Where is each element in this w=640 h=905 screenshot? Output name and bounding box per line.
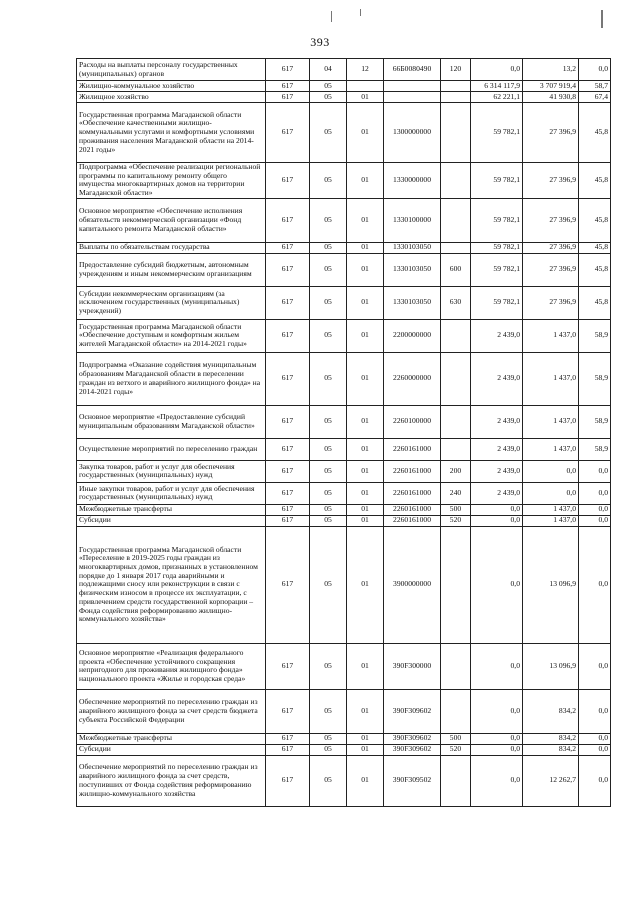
cell-article: 2260161000 <box>384 504 441 515</box>
cell-article <box>384 92 441 103</box>
cell-name: Предоставление субсидий бюджетным, автономным учреждениям и иным некоммерческим организациям <box>77 253 266 286</box>
cell-name: Основное мероприятие «Обеспечение исполнения обязательств некоммерческой организации «Фонд капитального ремонта Магаданской области» <box>77 198 266 242</box>
cell-executed: 27 396,9 <box>523 198 579 242</box>
cell-ministry: 617 <box>266 352 310 405</box>
table-row <box>77 744 611 755</box>
table-row <box>77 92 611 103</box>
cell-ministry: 617 <box>266 460 310 482</box>
cell-subsection: 12 <box>347 59 384 81</box>
cell-plan: 0,0 <box>471 744 523 755</box>
cell-plan: 0,0 <box>471 515 523 526</box>
cell-article: 2260100000 <box>384 405 441 438</box>
cell-section: 05 <box>310 319 347 352</box>
cell-plan: 2 439,0 <box>471 482 523 504</box>
cell-name: Подпрограмма «Оказание содействия муниципальным образованиям Магаданской области в переселении граждан из ветхого и аварийного жилищного фонда» на 2014-2021 годы» <box>77 352 266 405</box>
table-row <box>77 242 611 253</box>
cell-percent: 0,0 <box>579 460 611 482</box>
cell-executed: 27 396,9 <box>523 163 579 199</box>
cell-expense-type: 120 <box>441 59 471 81</box>
cell-ministry: 617 <box>266 643 310 689</box>
cell-subsection: 01 <box>347 755 384 806</box>
cell-executed: 1 437,0 <box>523 504 579 515</box>
cell-section: 05 <box>310 405 347 438</box>
table-row <box>77 352 611 405</box>
table-row <box>77 733 611 744</box>
cell-name: Основное мероприятие «Реализация федерального проекта «Обеспечение устойчивого сокращения непригодного для проживания жилищного фонда» национального проекта «Жилье и городская среда» <box>77 643 266 689</box>
cell-expense-type: 240 <box>441 482 471 504</box>
cell-plan: 0,0 <box>471 526 523 643</box>
cell-executed: 0,0 <box>523 482 579 504</box>
cell-ministry: 617 <box>266 253 310 286</box>
cell-subsection: 01 <box>347 253 384 286</box>
cell-article: 1300000000 <box>384 103 441 163</box>
cell-article: 2260161000 <box>384 460 441 482</box>
budget-table <box>76 58 611 807</box>
cell-section: 05 <box>310 515 347 526</box>
cell-subsection: 01 <box>347 103 384 163</box>
cell-plan: 0,0 <box>471 59 523 81</box>
table-row <box>77 81 611 92</box>
cell-name: Жилищно-коммунальное хозяйство <box>77 81 266 92</box>
cell-name: Иные закупки товаров, работ и услуг для обеспечения государственных (муниципальных) нужд <box>77 482 266 504</box>
table-row <box>77 103 611 163</box>
cell-executed: 1 437,0 <box>523 405 579 438</box>
cell-ministry: 617 <box>266 81 310 92</box>
cell-article: 390F309602 <box>384 689 441 733</box>
cell-subsection: 01 <box>347 198 384 242</box>
cell-executed: 0,0 <box>523 460 579 482</box>
cell-article: 2260161000 <box>384 482 441 504</box>
cell-plan: 2 439,0 <box>471 352 523 405</box>
cell-ministry: 617 <box>266 286 310 319</box>
cell-plan: 59 782,1 <box>471 163 523 199</box>
cell-section: 05 <box>310 755 347 806</box>
cell-name: Закупка товаров, работ и услуг для обеспечения государственных (муниципальных) нужд <box>77 460 266 482</box>
cell-subsection: 01 <box>347 163 384 199</box>
table-row <box>77 504 611 515</box>
cell-section: 05 <box>310 286 347 319</box>
cell-executed: 27 396,9 <box>523 242 579 253</box>
cell-section: 05 <box>310 198 347 242</box>
cell-subsection: 01 <box>347 643 384 689</box>
cell-name: Государственная программа Магаданской области «Обеспечение доступным и комфортным жильем жителей Магаданской области» на 2014-2021 годы» <box>77 319 266 352</box>
cell-expense-type <box>441 526 471 643</box>
cell-article: 390F309502 <box>384 755 441 806</box>
cell-plan: 0,0 <box>471 643 523 689</box>
cell-section: 05 <box>310 744 347 755</box>
cell-plan: 62 221,1 <box>471 92 523 103</box>
cell-section: 05 <box>310 689 347 733</box>
cell-percent: 45,8 <box>579 198 611 242</box>
cell-ministry: 617 <box>266 755 310 806</box>
cell-article: 1330103050 <box>384 242 441 253</box>
cell-percent: 0,0 <box>579 689 611 733</box>
cell-executed: 3 707 919,4 <box>523 81 579 92</box>
cell-expense-type <box>441 643 471 689</box>
cell-percent: 45,8 <box>579 242 611 253</box>
cell-percent: 58,7 <box>579 81 611 92</box>
table-row <box>77 405 611 438</box>
cell-section: 05 <box>310 242 347 253</box>
cell-subsection: 01 <box>347 744 384 755</box>
cell-section: 05 <box>310 163 347 199</box>
cell-plan: 59 782,1 <box>471 286 523 319</box>
cell-section: 05 <box>310 103 347 163</box>
cell-name: Государственная программа Магаданской области «Обеспечение качественными жилищно-коммунальными услугами и комфортными условиями проживания населения Магаданской области на 2014-2021 годы» <box>77 103 266 163</box>
cell-name: Межбюджетные трансферты <box>77 504 266 515</box>
cell-subsection: 01 <box>347 504 384 515</box>
budget-table-body <box>77 59 611 807</box>
table-row <box>77 755 611 806</box>
cell-name: Межбюджетные трансферты <box>77 733 266 744</box>
scan-artifact-mark <box>331 11 332 22</box>
cell-name: Жилищное хозяйство <box>77 92 266 103</box>
cell-percent: 45,8 <box>579 103 611 163</box>
cell-ministry: 617 <box>266 438 310 460</box>
cell-ministry: 617 <box>266 319 310 352</box>
cell-executed: 1 437,0 <box>523 438 579 460</box>
cell-section: 05 <box>310 504 347 515</box>
cell-section: 05 <box>310 526 347 643</box>
cell-percent: 0,0 <box>579 515 611 526</box>
cell-percent: 45,8 <box>579 286 611 319</box>
cell-expense-type: 500 <box>441 733 471 744</box>
cell-executed: 1 437,0 <box>523 515 579 526</box>
cell-section: 05 <box>310 733 347 744</box>
table-row <box>77 460 611 482</box>
cell-expense-type <box>441 92 471 103</box>
cell-ministry: 617 <box>266 504 310 515</box>
cell-percent: 0,0 <box>579 526 611 643</box>
table-row <box>77 689 611 733</box>
cell-article: 2260161000 <box>384 515 441 526</box>
cell-expense-type <box>441 198 471 242</box>
cell-section: 05 <box>310 253 347 286</box>
cell-expense-type <box>441 689 471 733</box>
page-number: 393 <box>310 35 330 49</box>
cell-ministry: 617 <box>266 515 310 526</box>
cell-section: 05 <box>310 482 347 504</box>
cell-expense-type: 500 <box>441 504 471 515</box>
cell-subsection: 01 <box>347 733 384 744</box>
cell-plan: 0,0 <box>471 733 523 744</box>
table-row <box>77 526 611 643</box>
cell-executed: 13,2 <box>523 59 579 81</box>
cell-expense-type <box>441 163 471 199</box>
cell-expense-type <box>441 242 471 253</box>
cell-expense-type: 600 <box>441 253 471 286</box>
cell-subsection: 01 <box>347 352 384 405</box>
cell-plan: 2 439,0 <box>471 438 523 460</box>
cell-plan: 59 782,1 <box>471 198 523 242</box>
cell-section: 05 <box>310 460 347 482</box>
cell-ministry: 617 <box>266 103 310 163</box>
cell-ministry: 617 <box>266 242 310 253</box>
cell-executed: 834,2 <box>523 744 579 755</box>
cell-name: Субсидии <box>77 744 266 755</box>
cell-executed: 13 096,9 <box>523 526 579 643</box>
cell-percent: 0,0 <box>579 744 611 755</box>
cell-expense-type: 630 <box>441 286 471 319</box>
cell-executed: 834,2 <box>523 689 579 733</box>
cell-expense-type <box>441 103 471 163</box>
cell-ministry: 617 <box>266 163 310 199</box>
cell-article: 390F309602 <box>384 733 441 744</box>
cell-ministry: 617 <box>266 92 310 103</box>
cell-name: Обеспечение мероприятий по переселению граждан из аварийного жилищного фонда за счет средств, поступивших от Фонда содействия реформированию жилищно-коммунального хозяйства <box>77 755 266 806</box>
cell-ministry: 617 <box>266 733 310 744</box>
cell-executed: 27 396,9 <box>523 103 579 163</box>
cell-plan: 0,0 <box>471 504 523 515</box>
cell-percent: 58,9 <box>579 438 611 460</box>
cell-plan: 59 782,1 <box>471 242 523 253</box>
cell-executed: 1 437,0 <box>523 352 579 405</box>
cell-subsection: 01 <box>347 515 384 526</box>
cell-expense-type: 520 <box>441 744 471 755</box>
cell-article: 1330100000 <box>384 198 441 242</box>
cell-subsection <box>347 81 384 92</box>
cell-percent: 45,8 <box>579 163 611 199</box>
cell-ministry: 617 <box>266 198 310 242</box>
cell-plan: 0,0 <box>471 689 523 733</box>
cell-expense-type <box>441 352 471 405</box>
cell-name: Государственная программа Магаданской области «Переселение в 2019-2025 годы граждан из многоквартирных домов, признанных в установленном порядке до 1 января 2017 года аварийными и подлежащими сносу или реконструкции в связи с физическим износом в процессе их эксплуатации, с привлечением средств государственной корпорации – Фонда содействия реформированию жилищно-коммунального хозяйства» <box>77 526 266 643</box>
cell-article: 1330103050 <box>384 253 441 286</box>
cell-plan: 2 439,0 <box>471 319 523 352</box>
cell-ministry: 617 <box>266 689 310 733</box>
cell-plan: 6 314 117,9 <box>471 81 523 92</box>
cell-ministry: 617 <box>266 744 310 755</box>
scan-artifact-mark <box>360 9 361 16</box>
cell-article: 3900000000 <box>384 526 441 643</box>
cell-article: 2260000000 <box>384 352 441 405</box>
cell-percent: 45,8 <box>579 253 611 286</box>
cell-name: Осуществление мероприятий по переселению граждан <box>77 438 266 460</box>
cell-subsection: 01 <box>347 92 384 103</box>
table-row <box>77 643 611 689</box>
cell-plan: 2 439,0 <box>471 405 523 438</box>
scan-artifact-mark <box>601 10 603 28</box>
cell-percent: 0,0 <box>579 504 611 515</box>
cell-section: 05 <box>310 81 347 92</box>
cell-executed: 12 262,7 <box>523 755 579 806</box>
cell-article: 1330000000 <box>384 163 441 199</box>
cell-section: 05 <box>310 643 347 689</box>
cell-name: Подпрограмма «Обеспечение реализации региональной программы по капитальному ремонту общего имущества многоквартирных домов на территории Магаданской области» <box>77 163 266 199</box>
cell-article: 1330103050 <box>384 286 441 319</box>
cell-section: 05 <box>310 352 347 405</box>
cell-expense-type <box>441 438 471 460</box>
cell-subsection: 01 <box>347 689 384 733</box>
cell-executed: 27 396,9 <box>523 286 579 319</box>
cell-article <box>384 81 441 92</box>
cell-article: 66Б0080490 <box>384 59 441 81</box>
cell-subsection: 01 <box>347 405 384 438</box>
cell-name: Расходы на выплаты персоналу государственных (муниципальных) органов <box>77 59 266 81</box>
cell-name: Выплаты по обязательствам государства <box>77 242 266 253</box>
cell-subsection: 01 <box>347 482 384 504</box>
cell-name: Субсидии <box>77 515 266 526</box>
cell-subsection: 01 <box>347 526 384 643</box>
cell-ministry: 617 <box>266 405 310 438</box>
table-row <box>77 286 611 319</box>
cell-section: 05 <box>310 438 347 460</box>
cell-plan: 0,0 <box>471 755 523 806</box>
table-row <box>77 253 611 286</box>
cell-expense-type: 200 <box>441 460 471 482</box>
table-row <box>77 163 611 199</box>
cell-article: 2260161000 <box>384 438 441 460</box>
cell-ministry: 617 <box>266 482 310 504</box>
table-row <box>77 198 611 242</box>
cell-expense-type <box>441 755 471 806</box>
cell-percent: 0,0 <box>579 643 611 689</box>
cell-executed: 1 437,0 <box>523 319 579 352</box>
cell-percent: 58,9 <box>579 319 611 352</box>
cell-article: 390F309602 <box>384 744 441 755</box>
cell-name: Основное мероприятие «Предоставление субсидий муниципальным образованиям Магаданской области» <box>77 405 266 438</box>
cell-percent: 0,0 <box>579 755 611 806</box>
cell-subsection: 01 <box>347 438 384 460</box>
cell-expense-type <box>441 405 471 438</box>
table-row <box>77 438 611 460</box>
cell-executed: 13 096,9 <box>523 643 579 689</box>
cell-subsection: 01 <box>347 460 384 482</box>
cell-ministry: 617 <box>266 59 310 81</box>
cell-percent: 67,4 <box>579 92 611 103</box>
cell-executed: 41 930,8 <box>523 92 579 103</box>
cell-plan: 59 782,1 <box>471 103 523 163</box>
cell-subsection: 01 <box>347 242 384 253</box>
cell-percent: 0,0 <box>579 59 611 81</box>
cell-section: 04 <box>310 59 347 81</box>
cell-percent: 0,0 <box>579 733 611 744</box>
cell-percent: 58,9 <box>579 352 611 405</box>
cell-percent: 0,0 <box>579 482 611 504</box>
cell-section: 05 <box>310 92 347 103</box>
cell-name: Обеспечение мероприятий по переселению граждан из аварийного жилищного фонда за счет средств бюджета субъекта Российской Федерации <box>77 689 266 733</box>
cell-subsection: 01 <box>347 319 384 352</box>
cell-expense-type <box>441 319 471 352</box>
table-row <box>77 59 611 81</box>
cell-plan: 2 439,0 <box>471 460 523 482</box>
cell-expense-type: 520 <box>441 515 471 526</box>
cell-name: Субсидии некоммерческим организациям (за исключением государственных (муниципальных) учреждений) <box>77 286 266 319</box>
cell-article: 390F300000 <box>384 643 441 689</box>
table-row <box>77 515 611 526</box>
cell-ministry: 617 <box>266 526 310 643</box>
table-row <box>77 319 611 352</box>
cell-expense-type <box>441 81 471 92</box>
cell-subsection: 01 <box>347 286 384 319</box>
cell-executed: 27 396,9 <box>523 253 579 286</box>
cell-article: 2200000000 <box>384 319 441 352</box>
cell-plan: 59 782,1 <box>471 253 523 286</box>
table-row <box>77 482 611 504</box>
cell-executed: 834,2 <box>523 733 579 744</box>
cell-percent: 58,9 <box>579 405 611 438</box>
